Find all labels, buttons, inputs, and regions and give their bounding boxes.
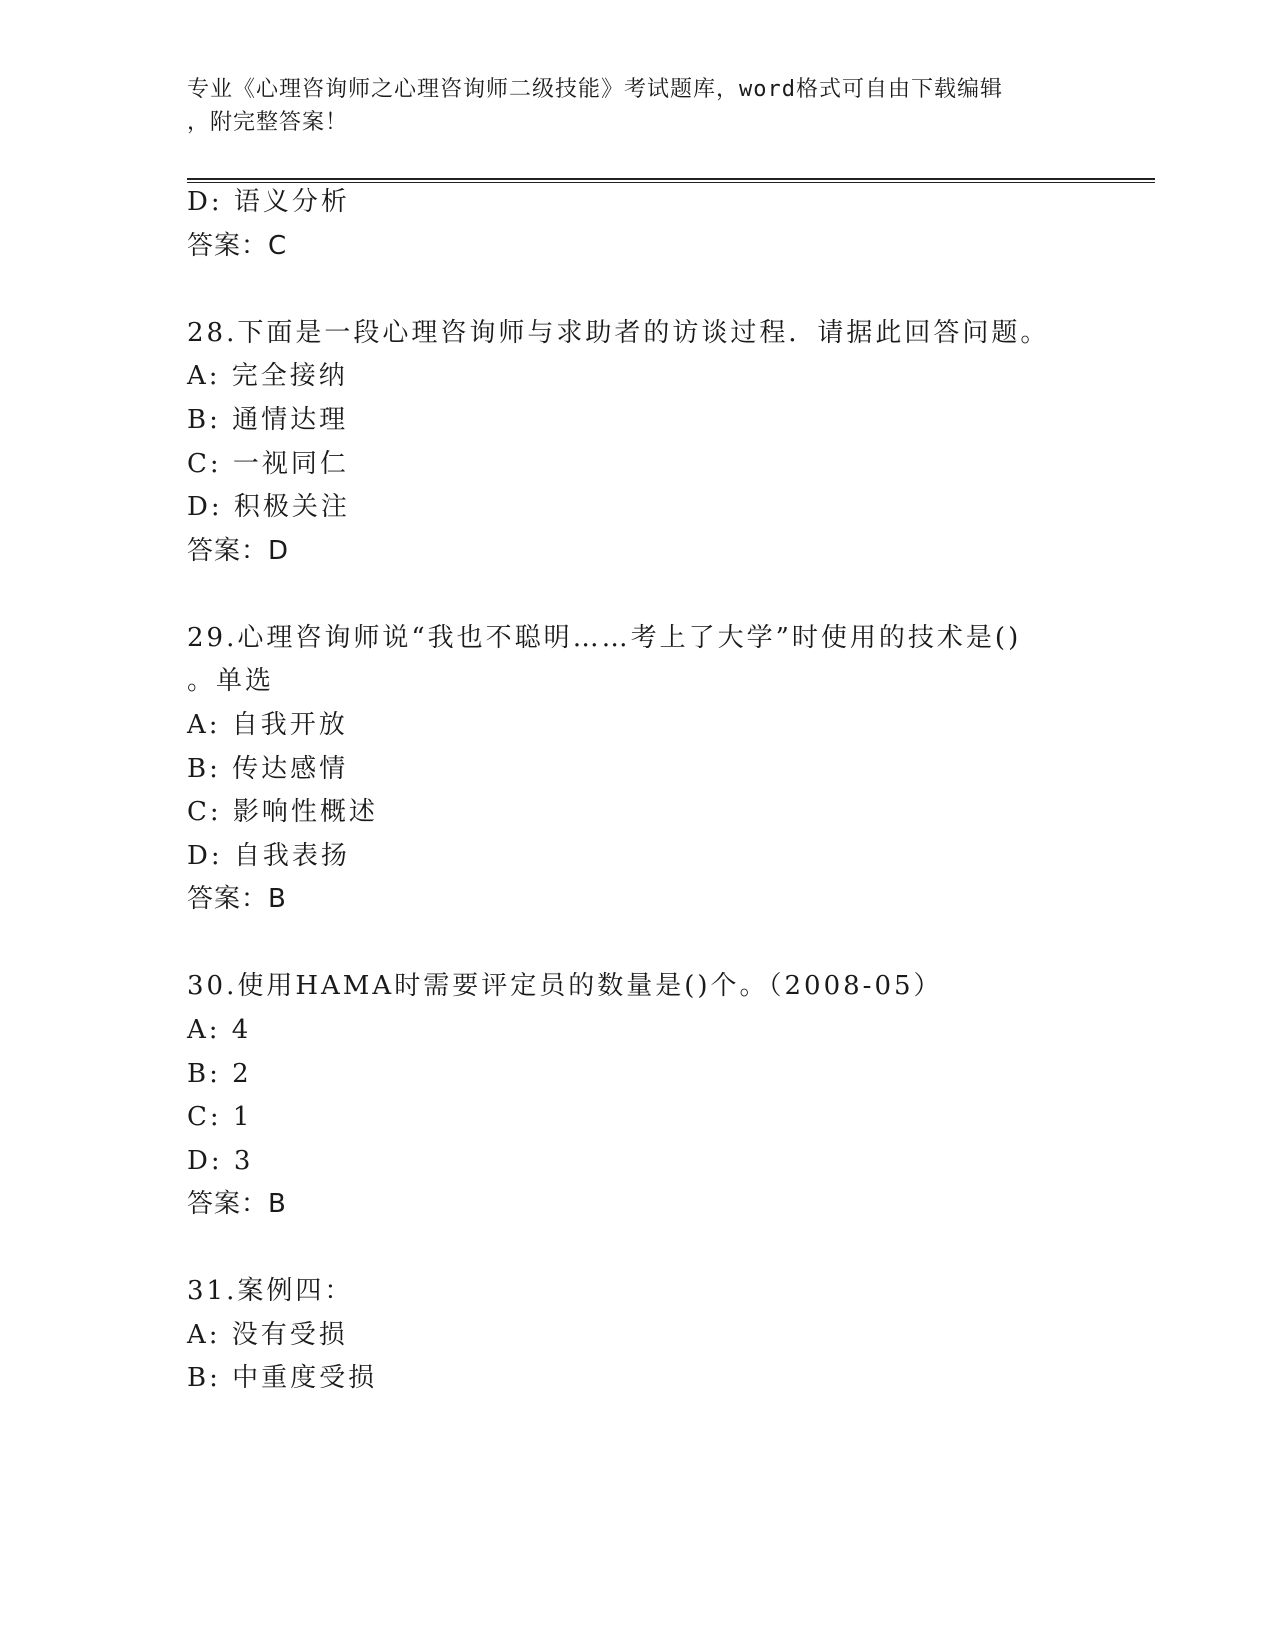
q29-option-c: C: 影响性概述 <box>187 797 378 827</box>
prev-option-d: D: 语义分析 <box>187 187 350 217</box>
q29-option-a: A: 自我开放 <box>187 710 348 740</box>
q30-stem: 30.使用HAMA时需要评定员的数量是()个。（2008-05） <box>187 971 943 1001</box>
q30-option-b: B: 2 <box>187 1059 252 1089</box>
header-line-1: 专业《心理咨询师之心理咨询师二级技能》考试题库，word格式可自由下载编辑 <box>187 77 1003 102</box>
q29-answer: 答案：B <box>187 884 287 914</box>
document-header <box>187 73 1067 139</box>
q28-option-c: C: 一视同仁 <box>187 449 349 479</box>
q31-option-a: A: 没有受损 <box>187 1320 348 1350</box>
header-divider <box>187 178 1155 183</box>
q29-stem-line1: 29.心理咨询师说“我也不聪明……考上了大学”时使用的技术是() <box>187 623 1022 653</box>
q30-answer: 答案：B <box>187 1189 287 1219</box>
prev-answer: 答案：C <box>187 231 288 261</box>
q28-stem: 28.下面是一段心理咨询师与求助者的访谈过程．请据此回答问题。 <box>187 318 1050 348</box>
q30-option-d: D: 3 <box>187 1146 254 1176</box>
q28-option-d: D: 积极关注 <box>187 492 350 522</box>
q31-option-b: B: 中重度受损 <box>187 1363 378 1393</box>
q29-option-d: D: 自我表扬 <box>187 841 350 871</box>
q29-stem-line2: 。单选 <box>187 666 275 696</box>
q28-option-a: A: 完全接纳 <box>187 361 348 391</box>
q29-option-b: B: 传达感情 <box>187 754 349 784</box>
header-line-2: ，附完整答案！ <box>187 110 349 135</box>
q28-option-b: B: 通情达理 <box>187 405 349 435</box>
q28-answer: 答案：D <box>187 536 290 566</box>
q31-stem: 31.案例四： <box>187 1276 354 1306</box>
q30-option-c: C: 1 <box>187 1102 253 1132</box>
q30-option-a: A: 4 <box>187 1015 252 1045</box>
